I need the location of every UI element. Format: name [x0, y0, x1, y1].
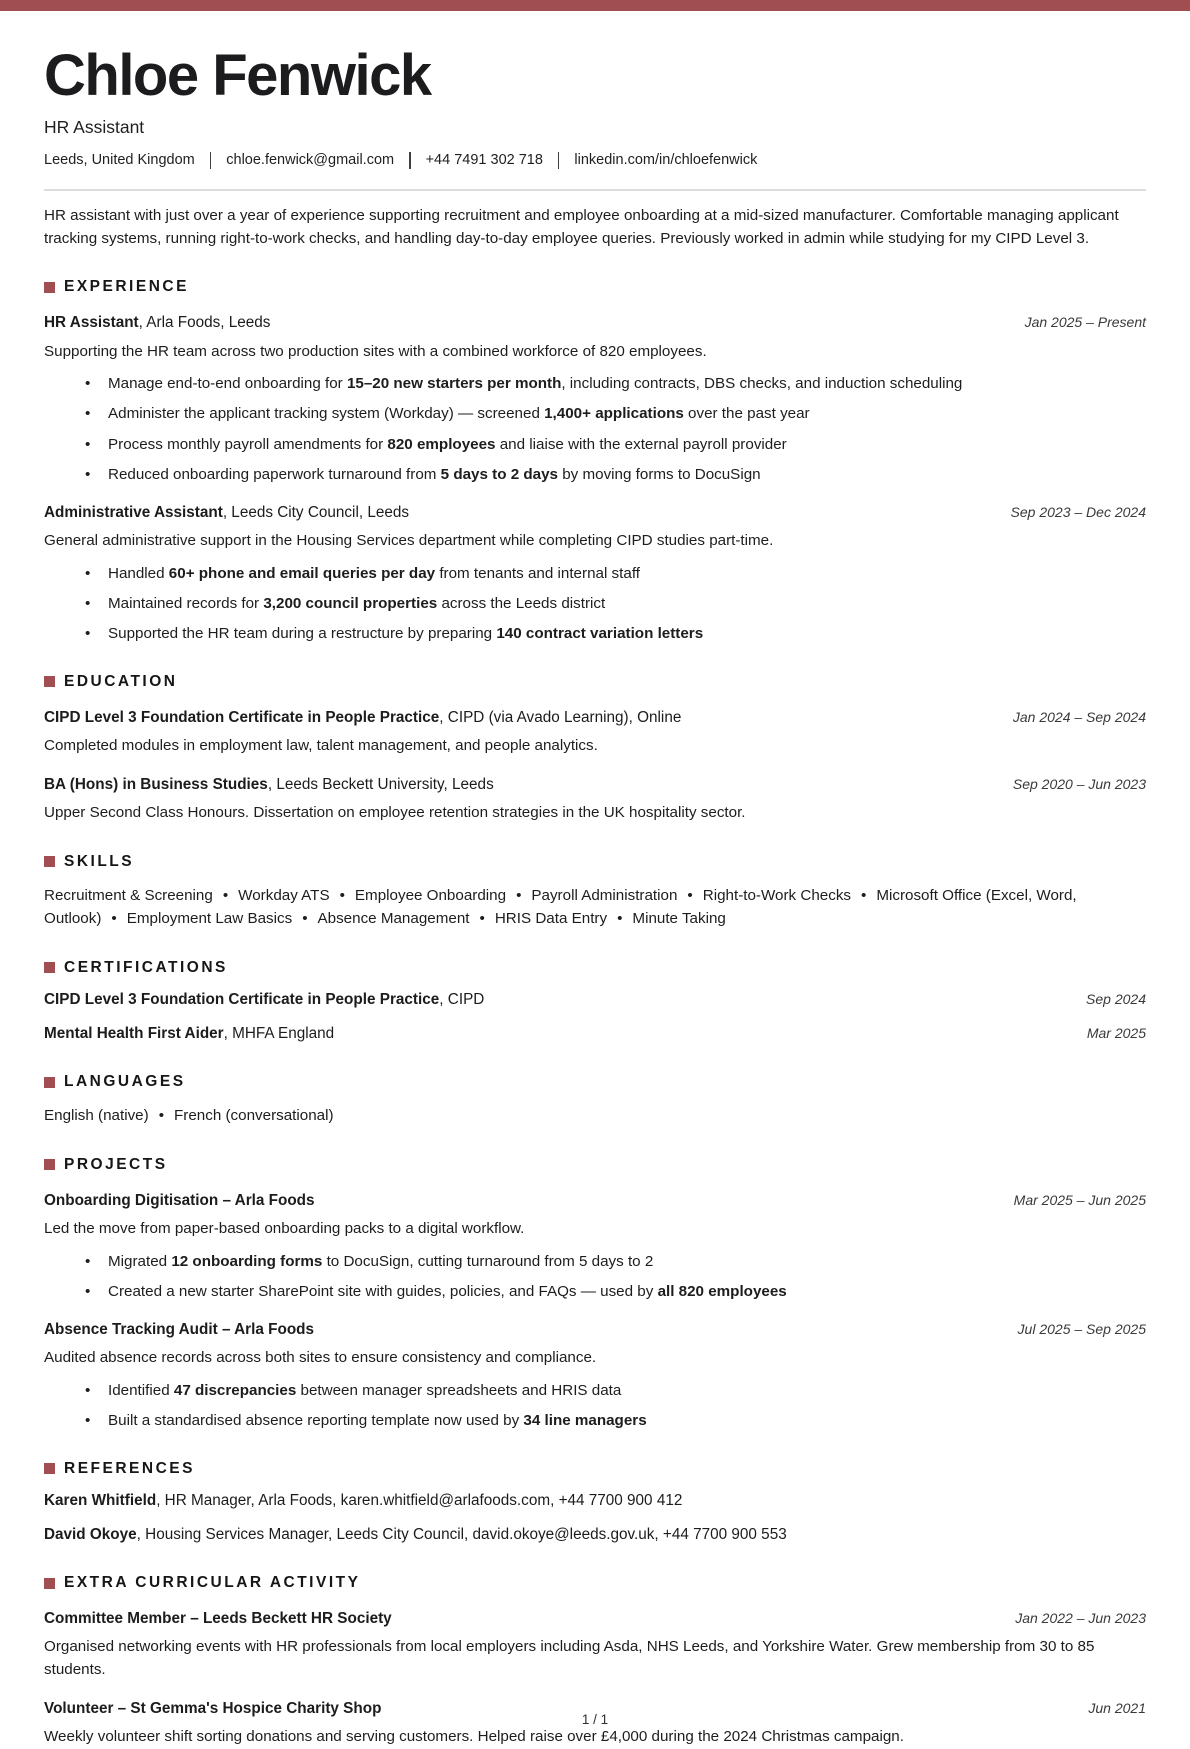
section-header [44, 853, 1146, 871]
entry-header [44, 1524, 1146, 1546]
bullet-text: , including contracts, DBS checks, and induction scheduling [561, 375, 963, 393]
entry-title-bold: CIPD Level 3 Foundation Certificate in People Practice [44, 990, 440, 1008]
bullet-bold-text: all 820 employees [657, 1282, 787, 1300]
entry-header [44, 707, 1146, 729]
contact-item: +44 7491 302 718 [425, 152, 543, 169]
list-item: Employee Onboarding [354, 886, 507, 904]
entry-title-bold: Volunteer – St Gemma's Hospice Charity Shop [44, 1699, 382, 1717]
bullet-bold-text: 60+ phone and email queries per day [168, 564, 436, 582]
bullet-item [85, 623, 1146, 645]
entry-date: Jun 2021 [1088, 1699, 1146, 1716]
person-job-title: HR Assistant [44, 116, 145, 137]
summary-paragraph: HR assistant with just over a year of experience supporting recruitment and employee onboarding at a mid-sized manufacturer. Comfortable managing applicant tracking systems, running right-to-work checks, and handling day-to-day employee queries. Previously worked in admin while studying for my CIPD Level 3. [44, 206, 1119, 247]
entry-description: Completed modules in employment law, talent management, and people analytics. [44, 736, 598, 754]
entry-title [44, 989, 484, 1011]
entry-title-bold: Absence Tracking Audit – Arla Foods [44, 1320, 315, 1338]
entry-title-bold: HR Assistant [44, 314, 139, 332]
entry-bullet-list [44, 1380, 1146, 1432]
bullet-item [85, 1410, 1146, 1432]
bullet-item [85, 403, 1146, 425]
list-item: Minute Taking [632, 910, 726, 928]
entry-title-bold: Administrative Assistant [44, 503, 223, 521]
bullet-item [85, 464, 1146, 486]
bullet-dot-icon: • [85, 594, 91, 612]
section-header [44, 1073, 1146, 1091]
section-square-icon [44, 1159, 55, 1170]
bullet-bold-text: 47 discrepancies [173, 1381, 297, 1399]
bullet-text: across the Leeds district [437, 594, 606, 612]
bullet-text: Identified [108, 1381, 174, 1399]
entry-subtitle: , MHFA England [223, 1024, 335, 1042]
entry [44, 502, 1146, 645]
entry-description: Audited absence records across both sites to ensure consistency and compliance. [44, 1348, 597, 1366]
bullet-text: Reduced onboarding paperwork turnaround from [108, 465, 441, 483]
entry-description: Supporting the HR team across two production sites with a combined workforce of 820 employees. [44, 342, 707, 360]
entry-header [44, 312, 1146, 334]
bullet-bold-text: 12 onboarding forms [171, 1252, 323, 1270]
entry-title [44, 502, 409, 524]
section-square-icon [44, 962, 55, 973]
entry-date: Jan 2024 – Sep 2024 [1012, 708, 1146, 725]
section-title: SKILLS [64, 852, 135, 870]
entry [44, 989, 1146, 1011]
section-certifications [44, 959, 1146, 1045]
bullet-text: between manager spreadsheets and HRIS data [296, 1381, 622, 1399]
section-title: PROJECTS [64, 1155, 168, 1173]
entry [44, 1524, 1146, 1546]
page-number: 1 / 1 [581, 1711, 609, 1727]
entry-title [44, 774, 494, 796]
accent-top-bar [0, 0, 1190, 11]
resume-content [0, 43, 1190, 1749]
section-header [44, 1574, 1146, 1592]
section-header [44, 673, 1146, 691]
section-education [44, 673, 1146, 825]
bullet-item [85, 563, 1146, 585]
entry [44, 312, 1146, 485]
section-references [44, 1460, 1146, 1546]
entry-subtitle: , CIPD [439, 990, 485, 1008]
bullet-dot-icon: • [85, 465, 91, 483]
entry-title [44, 312, 270, 334]
entry-header [44, 1319, 1146, 1341]
entry-description: Upper Second Class Honours. Dissertation on employee retention strategies in the UK hospitality sector. [44, 803, 746, 821]
entry [44, 1023, 1146, 1045]
entry [44, 774, 1146, 825]
section-square-icon [44, 1463, 55, 1474]
entry-title [44, 707, 681, 729]
section-experience [44, 278, 1146, 644]
section-title: EXPERIENCE [64, 278, 189, 296]
bullet-text: Built a standardised absence reporting template now used by [108, 1411, 524, 1429]
section-title: EXTRA CURRICULAR ACTIVITY [64, 1574, 361, 1592]
entry-title-bold: Mental Health First Aider [44, 1024, 224, 1042]
contact-row [44, 152, 1146, 169]
entry-date: Mar 2025 – Jun 2025 [1013, 1191, 1146, 1208]
bullet-dot-icon: • [85, 1282, 91, 1300]
entry-title [44, 1190, 315, 1212]
entry-title-bold: Onboarding Digitisation – Arla Foods [44, 1191, 315, 1209]
entry-title-bold: CIPD Level 3 Foundation Certificate in People Practice [44, 708, 440, 726]
section-header [44, 278, 1146, 296]
list-item: Microsoft Office (Excel, Word, Outlook) [44, 886, 1077, 928]
bullet-dot-icon: • [85, 1252, 91, 1270]
list-item: Payroll Administration [531, 886, 678, 904]
entry-title-bold: Karen Whitfield [44, 1491, 157, 1509]
bullet-text: to DocuSign, cutting turnaround from 5 days to 2 [322, 1252, 654, 1270]
bullet-bold-text: 15–20 new starters per month [346, 375, 562, 393]
bullet-dot-icon: • [85, 1411, 91, 1429]
bullet-text: Process monthly payroll amendments for [108, 435, 388, 453]
contact-item: chloe.fenwick@gmail.com [226, 152, 395, 169]
section-header [44, 1156, 1146, 1174]
list-separator-icon: • [516, 886, 522, 904]
list-separator-icon: • [158, 1107, 165, 1125]
entry-date: Jan 2025 – Present [1024, 314, 1146, 331]
entry-date: Sep 2024 [1086, 990, 1146, 1007]
entry-header [44, 1490, 1146, 1512]
entry-description: Led the move from paper-based onboarding packs to a digital workflow. [44, 1219, 525, 1237]
entry-subtitle: , Leeds City Council, Leeds [222, 503, 410, 521]
header-divider [44, 189, 1146, 191]
list-item: Right-to-Work Checks [702, 886, 852, 904]
list-item: Employment Law Basics [126, 910, 293, 928]
list-item: Absence Management [317, 910, 470, 928]
entry-title-bold: David Okoye [44, 1525, 137, 1543]
entry-date: Sep 2020 – Jun 2023 [1012, 775, 1146, 792]
bullet-item [85, 1281, 1146, 1303]
section-square-icon [44, 1578, 55, 1589]
section-title: EDUCATION [64, 672, 178, 690]
list-separator-icon: • [222, 886, 229, 904]
bullet-text: by moving forms to DocuSign [558, 465, 761, 483]
bullet-item [85, 593, 1146, 615]
entry-description: Organised networking events with HR professionals from local employers including Asda, NHS Leeds, and Yorkshire Water. Grew membership from 30 to 85 students. [44, 1638, 1095, 1678]
bullet-text: over the past year [683, 405, 810, 423]
entry-title [44, 1319, 314, 1341]
entry-header [44, 1023, 1146, 1045]
contact-separator [409, 152, 411, 169]
bullet-dot-icon: • [85, 435, 91, 453]
bullet-text: Migrated [108, 1252, 172, 1270]
bullet-bold-text: 1,400+ applications [544, 405, 684, 423]
list-item: Recruitment & Screening [44, 886, 213, 904]
contact-separator [558, 152, 560, 169]
list-separator-icon: • [861, 886, 867, 904]
skills-list [44, 884, 1146, 931]
bullet-item [85, 1251, 1146, 1273]
bullet-dot-icon: • [85, 624, 91, 642]
bullet-bold-text: 3,200 council properties [263, 594, 438, 612]
bullet-dot-icon: • [85, 405, 91, 423]
bullet-bold-text: 140 contract variation letters [496, 624, 704, 642]
section-header [44, 1460, 1146, 1478]
bullet-dot-icon: • [85, 564, 91, 582]
entry [44, 1608, 1146, 1682]
section-title: CERTIFICATIONS [64, 958, 228, 976]
entry-title [44, 1608, 392, 1630]
bullet-dot-icon: • [85, 1381, 91, 1399]
section-square-icon [44, 1077, 55, 1088]
entry-subtitle: , Leeds Beckett University, Leeds [267, 775, 494, 793]
section-title: LANGUAGES [64, 1073, 186, 1091]
list-separator-icon: • [302, 910, 308, 928]
bullet-item [85, 1380, 1146, 1402]
entry-subtitle: , Arla Foods, Leeds [138, 314, 271, 332]
bullet-text: Maintained records for [108, 594, 264, 612]
contact-item: Leeds, United Kingdom [44, 152, 195, 169]
entry-date: Mar 2025 [1086, 1024, 1146, 1041]
list-item: Workday ATS [238, 886, 330, 904]
sections [44, 278, 1146, 1748]
entry [44, 1319, 1146, 1432]
entry [44, 1190, 1146, 1303]
entry-date: Jul 2025 – Sep 2025 [1017, 1320, 1146, 1337]
contact-separator [210, 152, 212, 169]
bullet-item [85, 434, 1146, 456]
list-item: French (conversational) [174, 1107, 334, 1125]
entry-description: Weekly volunteer shift sorting donations and serving customers. Helped raise over £4,000 during the 2024 Christmas campaign. [44, 1727, 904, 1745]
entry-header [44, 1608, 1146, 1630]
bullet-text: from tenants and internal staff [435, 564, 640, 582]
list-separator-icon: • [479, 910, 485, 928]
bullet-text: Manage end-to-end onboarding for [108, 375, 347, 393]
entry [44, 1490, 1146, 1512]
entry-title [44, 1490, 682, 1512]
bullet-item [85, 373, 1146, 395]
section-languages [44, 1073, 1146, 1128]
languages-list [44, 1104, 1146, 1128]
entry-description: General administrative support in the Housing Services department while completing CIPD studies part-time. [44, 531, 774, 549]
entry-date: Jan 2022 – Jun 2023 [1015, 1610, 1146, 1627]
section-header [44, 959, 1146, 977]
bullet-dot-icon: • [85, 375, 91, 393]
entry-bullet-list [44, 1251, 1146, 1303]
person-name: Chloe Fenwick [44, 43, 431, 108]
bullet-text: Handled [108, 564, 169, 582]
section-square-icon [44, 282, 55, 293]
section-title: REFERENCES [64, 1459, 195, 1477]
entry-title-bold: Committee Member – Leeds Beckett HR Society [44, 1610, 392, 1628]
bullet-text: Created a new starter SharePoint site with guides, policies, and FAQs — used by [108, 1282, 658, 1300]
list-separator-icon: • [111, 910, 117, 928]
section-projects [44, 1156, 1146, 1432]
bullet-bold-text: 5 days to 2 days [440, 465, 558, 483]
bullet-bold-text: 820 employees [387, 435, 496, 453]
entry-subtitle: , Housing Services Manager, Leeds City Council, david.okoye@leeds.gov.uk, +44 7700 900 553 [136, 1525, 787, 1543]
bullet-bold-text: 34 line managers [523, 1411, 647, 1429]
entry-title [44, 1023, 334, 1045]
list-item: HRIS Data Entry [494, 910, 608, 928]
entry-bullet-list [44, 373, 1146, 485]
entry-header [44, 989, 1146, 1011]
list-separator-icon: • [687, 886, 693, 904]
entry-subtitle: , HR Manager, Arla Foods, karen.whitfield@arlafoods.com, +44 7700 900 412 [156, 1491, 683, 1509]
entry-header [44, 502, 1146, 524]
bullet-text: and liaise with the external payroll provider [495, 435, 787, 453]
list-separator-icon: • [339, 886, 345, 904]
section-square-icon [44, 856, 55, 867]
entry [44, 707, 1146, 758]
entry-header [44, 774, 1146, 796]
entry-title-bold: BA (Hons) in Business Studies [44, 775, 268, 793]
list-separator-icon: • [617, 910, 623, 928]
entry-bullet-list [44, 563, 1146, 645]
bullet-text: Administer the applicant tracking system (Workday) — screened [108, 405, 545, 423]
entry-date: Sep 2023 – Dec 2024 [1010, 503, 1146, 520]
entry-header [44, 1190, 1146, 1212]
contact-item: linkedin.com/in/chloefenwick [574, 152, 758, 169]
list-item: English (native) [44, 1107, 149, 1125]
bullet-text: Supported the HR team during a restructure by preparing [108, 624, 497, 642]
entry-title [44, 1524, 787, 1546]
section-skills [44, 853, 1146, 931]
section-square-icon [44, 676, 55, 687]
entry-subtitle: , CIPD (via Avado Learning), Online [439, 708, 682, 726]
